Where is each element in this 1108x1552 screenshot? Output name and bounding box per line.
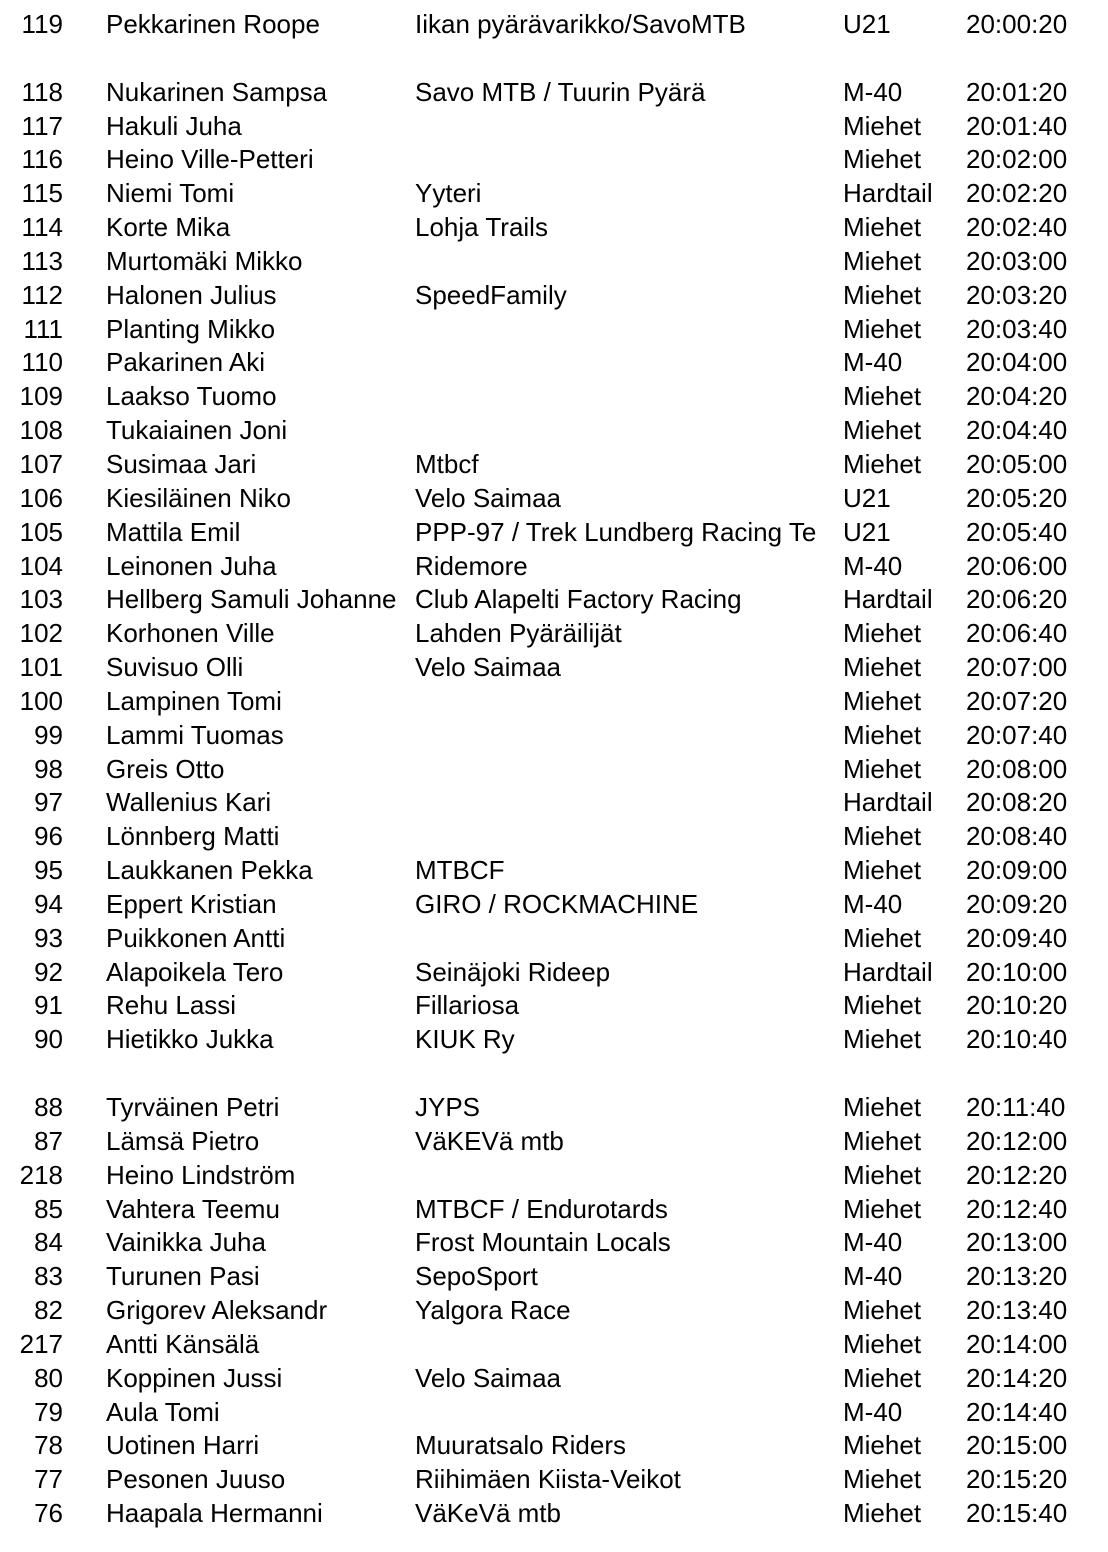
rider-name: Niemi Tomi [106, 178, 235, 209]
start-time: 20:05:00 [966, 448, 1068, 479]
rider-name: Uotinen Harri [106, 1430, 260, 1461]
start-time: 20:10:20 [966, 990, 1068, 1021]
start-time: 20:14:00 [966, 1328, 1068, 1359]
bib-number: 87 [34, 1125, 63, 1156]
bib-number: 76 [34, 1498, 63, 1529]
start-time: 20:03:20 [966, 279, 1068, 310]
bib-number: 118 [21, 76, 63, 107]
start-time: 20:07:20 [966, 685, 1068, 716]
rider-name: Halonen Julius [106, 279, 277, 310]
table-row [0, 76, 1108, 110]
bib-number: 77 [34, 1464, 63, 1495]
club-name: Yyteri [415, 178, 482, 209]
rider-name: Hietikko Jukka [106, 1024, 274, 1055]
table-row [0, 1294, 1108, 1328]
category: Miehet [843, 1362, 922, 1393]
category: Miehet [843, 1024, 922, 1055]
start-time: 20:06:40 [966, 618, 1068, 649]
bib-number: 106 [19, 482, 63, 513]
category: Miehet [843, 245, 922, 276]
rider-name: Haapala Hermanni [106, 1498, 323, 1529]
club-name: Club Alapelti Factory Racing [415, 584, 742, 615]
club-name: Seinäjoki Rideep [415, 956, 611, 987]
blank-row [0, 42, 1108, 76]
blank-row [0, 1057, 1108, 1091]
bib-number: 116 [21, 144, 63, 175]
start-time: 20:06:00 [966, 550, 1068, 581]
table-row [0, 1463, 1108, 1497]
rider-name: Tyrväinen Petri [106, 1092, 280, 1122]
category: Miehet [843, 855, 922, 886]
table-row [0, 1396, 1108, 1430]
club-name: SpeedFamily [415, 279, 567, 310]
club-name: Fillariosa [415, 990, 520, 1021]
bib-number: 111 [23, 313, 63, 344]
rider-name: Lämsä Pietro [106, 1125, 260, 1156]
table-row [0, 685, 1108, 719]
club-name: Velo Saimaa [415, 482, 561, 513]
start-time: 20:04:00 [966, 347, 1068, 378]
bib-number: 93 [34, 922, 63, 953]
table-row [0, 1159, 1108, 1193]
bib-number: 218 [19, 1159, 63, 1190]
category: M-40 [843, 347, 903, 378]
table-row [0, 1260, 1108, 1294]
category: Miehet [843, 990, 922, 1021]
category: Miehet [843, 1464, 922, 1495]
club-name: VäKEVä mtb [415, 1125, 564, 1156]
club-name: VäKeVä mtb [415, 1498, 561, 1529]
start-time: 20:08:00 [966, 753, 1068, 784]
bib-number: 98 [34, 753, 63, 784]
category: Miehet [843, 1430, 922, 1461]
bib-number: 95 [34, 855, 63, 886]
rider-name: Kiesiläinen Niko [106, 482, 291, 513]
rider-name: Grigorev Aleksandr [106, 1295, 328, 1326]
category: M-40 [843, 888, 903, 919]
bib-number: 80 [34, 1362, 63, 1393]
category: M-40 [843, 1396, 903, 1427]
rider-name: Korhonen Ville [106, 618, 275, 649]
club-name: JYPS [415, 1092, 481, 1122]
category: Miehet [843, 821, 922, 852]
rider-name: Wallenius Kari [106, 787, 272, 818]
table-row [0, 820, 1108, 854]
rider-name: Laukkanen Pekka [106, 855, 313, 886]
rider-name: Heino Lindström [106, 1159, 296, 1190]
table-row [0, 1497, 1108, 1531]
table-row [0, 719, 1108, 753]
table-row [0, 1193, 1108, 1227]
start-time: 20:08:20 [966, 787, 1068, 818]
bib-number: 110 [21, 347, 63, 378]
bib-number: 117 [21, 110, 63, 141]
start-time: 20:14:40 [966, 1396, 1068, 1427]
table-row [0, 617, 1108, 651]
start-time: 20:12:20 [966, 1159, 1068, 1190]
table-row [0, 1091, 1108, 1125]
start-time: 20:09:20 [966, 888, 1068, 919]
category: U21 [843, 516, 891, 547]
start-time: 20:00:20 [966, 9, 1068, 39]
start-time: 20:04:40 [966, 415, 1068, 446]
bib-number: 107 [19, 448, 63, 479]
start-time: 20:02:20 [966, 178, 1068, 209]
club-name: Frost Mountain Locals [415, 1227, 671, 1258]
category: Miehet [843, 922, 922, 953]
table-row [0, 177, 1108, 211]
club-name: PPP-97 / Trek Lundberg Racing Te [415, 516, 817, 547]
table-row [0, 651, 1108, 685]
start-time: 20:10:40 [966, 1024, 1068, 1055]
start-time: 20:01:20 [966, 76, 1068, 107]
start-time: 20:08:40 [966, 821, 1068, 852]
table-row [0, 989, 1108, 1023]
club-name: SepoSport [415, 1261, 538, 1292]
bib-number: 99 [34, 719, 63, 750]
start-time: 20:05:20 [966, 482, 1068, 513]
start-time: 20:11:40 [966, 1092, 1066, 1122]
rider-name: Turunen Pasi [106, 1261, 260, 1292]
rider-name: Lampinen Tomi [106, 685, 282, 716]
bib-number: 96 [34, 821, 63, 852]
table-row [0, 245, 1108, 279]
start-time: 20:03:40 [966, 313, 1068, 344]
table-row [0, 279, 1108, 313]
bib-number: 103 [19, 584, 63, 615]
rider-name: Alapoikela Tero [106, 956, 284, 987]
club-name: Mtbcf [415, 448, 479, 479]
rider-name: Heino Ville-Petteri [106, 144, 314, 175]
category: Miehet [843, 1125, 922, 1156]
bib-number: 217 [19, 1328, 63, 1359]
category: Miehet [843, 1498, 922, 1529]
club-name: MTBCF / Endurotards [415, 1193, 668, 1224]
rider-name: Leinonen Juha [106, 550, 277, 581]
rider-name: Lammi Tuomas [106, 719, 284, 750]
start-time: 20:12:00 [966, 1125, 1068, 1156]
club-name: Lahden Pyäräilijät [415, 618, 622, 649]
bib-number: 108 [19, 415, 63, 446]
rider-name: Laakso Tuomo [106, 381, 277, 412]
start-time: 20:07:00 [966, 652, 1068, 683]
rider-name: Mattila Emil [106, 516, 241, 547]
rider-name: Korte Mika [106, 212, 231, 243]
bib-number: 113 [21, 245, 63, 276]
bib-number: 100 [19, 685, 63, 716]
bib-number: 84 [34, 1227, 63, 1258]
bib-number: 104 [19, 550, 63, 581]
start-time: 20:05:40 [966, 516, 1068, 547]
start-time: 20:13:00 [966, 1227, 1068, 1258]
bib-number: 92 [34, 956, 63, 987]
table-row [0, 414, 1108, 448]
category: Miehet [843, 415, 922, 446]
table-row [0, 211, 1108, 245]
club-name: Savo MTB / Tuurin Pyärä [415, 76, 706, 107]
category: U21 [843, 9, 891, 39]
rider-name: Koppinen Jussi [106, 1362, 283, 1393]
category: Miehet [843, 1295, 922, 1326]
bib-number: 78 [34, 1430, 63, 1461]
start-time: 20:14:20 [966, 1362, 1068, 1393]
rider-name: Puikkonen Antti [106, 922, 286, 953]
start-time: 20:06:20 [966, 584, 1068, 615]
category: Miehet [843, 685, 922, 716]
rider-name: Hakuli Juha [106, 110, 242, 141]
start-time: 20:13:20 [966, 1261, 1068, 1292]
bib-number: 97 [34, 787, 63, 818]
rider-name: Pekkarinen Roope [106, 9, 320, 39]
table-row [0, 8, 1108, 42]
category: Miehet [843, 110, 922, 141]
category: Miehet [843, 381, 922, 412]
rider-name: Hellberg Samuli Johanne [106, 584, 397, 615]
bib-number: 105 [19, 516, 63, 547]
bib-number: 79 [34, 1396, 63, 1427]
club-name: Yalgora Race [415, 1295, 571, 1326]
start-list-table [0, 8, 1108, 1531]
table-row [0, 550, 1108, 584]
rider-name: Vainikka Juha [106, 1227, 266, 1258]
category: Hardtail [843, 787, 933, 818]
category: Miehet [843, 313, 922, 344]
table-row [0, 313, 1108, 347]
rider-name: Planting Mikko [106, 313, 276, 344]
rider-name: Vahtera Teemu [106, 1193, 280, 1224]
rider-name: Suvisuo Olli [106, 652, 244, 683]
table-row [0, 1226, 1108, 1260]
category: Miehet [843, 212, 922, 243]
table-row [0, 888, 1108, 922]
category: Miehet [843, 652, 922, 683]
category: U21 [843, 482, 891, 513]
bib-number: 94 [34, 888, 63, 919]
start-time: 20:09:40 [966, 922, 1068, 953]
category: Miehet [843, 448, 922, 479]
club-name: MTBCF [415, 855, 505, 886]
club-name: Muuratsalo Riders [415, 1430, 626, 1461]
club-name: Velo Saimaa [415, 652, 561, 683]
start-time: 20:15:40 [966, 1498, 1068, 1529]
table-row [0, 482, 1108, 516]
club-name: KIUK Ry [415, 1024, 515, 1055]
table-row [0, 110, 1108, 144]
table-row [0, 1362, 1108, 1396]
category: Miehet [843, 279, 922, 310]
table-row [0, 1023, 1108, 1057]
category: Miehet [843, 719, 922, 750]
bib-number: 91 [34, 990, 63, 1021]
start-time: 20:03:00 [966, 245, 1068, 276]
club-name: Velo Saimaa [415, 1362, 561, 1393]
table-row [0, 516, 1108, 550]
bib-number: 109 [19, 381, 63, 412]
start-time: 20:02:00 [966, 144, 1068, 175]
table-row [0, 346, 1108, 380]
table-row [0, 854, 1108, 888]
category: Miehet [843, 1159, 922, 1190]
category: M-40 [843, 1227, 903, 1258]
start-time: 20:04:20 [966, 381, 1068, 412]
bib-number: 88 [34, 1092, 63, 1122]
bib-number: 83 [34, 1261, 63, 1292]
category: Hardtail [843, 178, 933, 209]
bib-number: 85 [34, 1193, 63, 1224]
rider-name: Nukarinen Sampsa [106, 76, 328, 107]
club-name: Lohja Trails [415, 212, 548, 243]
start-time: 20:13:40 [966, 1295, 1068, 1326]
bib-number: 102 [19, 618, 63, 649]
bib-number: 90 [34, 1024, 63, 1055]
start-time: 20:15:20 [966, 1464, 1068, 1495]
table-row [0, 583, 1108, 617]
bib-number: 114 [21, 212, 63, 243]
category: Hardtail [843, 584, 933, 615]
bib-number: 82 [34, 1295, 63, 1326]
rider-name: Eppert Kristian [106, 888, 277, 919]
category: Miehet [843, 1193, 922, 1224]
rider-name: Greis Otto [106, 753, 225, 784]
club-name: Ridemore [415, 550, 528, 581]
rider-name: Murtomäki Mikko [106, 245, 303, 276]
club-name: Riihimäen Kiista-Veikot [415, 1464, 681, 1495]
table-row [0, 786, 1108, 820]
start-time: 20:12:40 [966, 1193, 1068, 1224]
table-row [0, 956, 1108, 990]
table-row [0, 1429, 1108, 1463]
rider-name: Rehu Lassi [106, 990, 237, 1021]
category: Miehet [843, 1092, 922, 1122]
start-time: 20:09:00 [966, 855, 1068, 886]
start-time: 20:02:40 [966, 212, 1068, 243]
category: M-40 [843, 550, 903, 581]
table-row [0, 143, 1108, 177]
table-row [0, 922, 1108, 956]
category: Miehet [843, 618, 922, 649]
category: Miehet [843, 1328, 922, 1359]
club-name: GIRO / ROCKMACHINE [415, 888, 699, 919]
table-row [0, 448, 1108, 482]
club-name: Iikan pyärävarikko/SavoMTB [415, 9, 746, 39]
table-row [0, 380, 1108, 414]
category: Miehet [843, 144, 922, 175]
rider-name: Lönnberg Matti [106, 821, 280, 852]
category: M-40 [843, 1261, 903, 1292]
table-row [0, 1328, 1108, 1362]
category: M-40 [843, 76, 903, 107]
rider-name: Aula Tomi [106, 1396, 220, 1427]
bib-number: 112 [21, 279, 63, 310]
bib-number: 119 [21, 9, 63, 39]
start-time: 20:07:40 [966, 719, 1068, 750]
bib-number: 101 [19, 652, 63, 683]
bib-number: 115 [21, 178, 63, 209]
category: Miehet [843, 753, 922, 784]
start-time: 20:10:00 [966, 956, 1068, 987]
rider-name: Pakarinen Aki [106, 347, 265, 378]
category: Hardtail [843, 956, 933, 987]
rider-name: Antti Känsälä [106, 1328, 260, 1359]
start-time: 20:01:40 [966, 110, 1068, 141]
table-row [0, 1125, 1108, 1159]
rider-name: Susimaa Jari [106, 448, 257, 479]
rider-name: Tukaiainen Joni [106, 415, 288, 446]
rider-name: Pesonen Juuso [106, 1464, 286, 1495]
start-time: 20:15:00 [966, 1430, 1068, 1461]
table-row [0, 753, 1108, 787]
